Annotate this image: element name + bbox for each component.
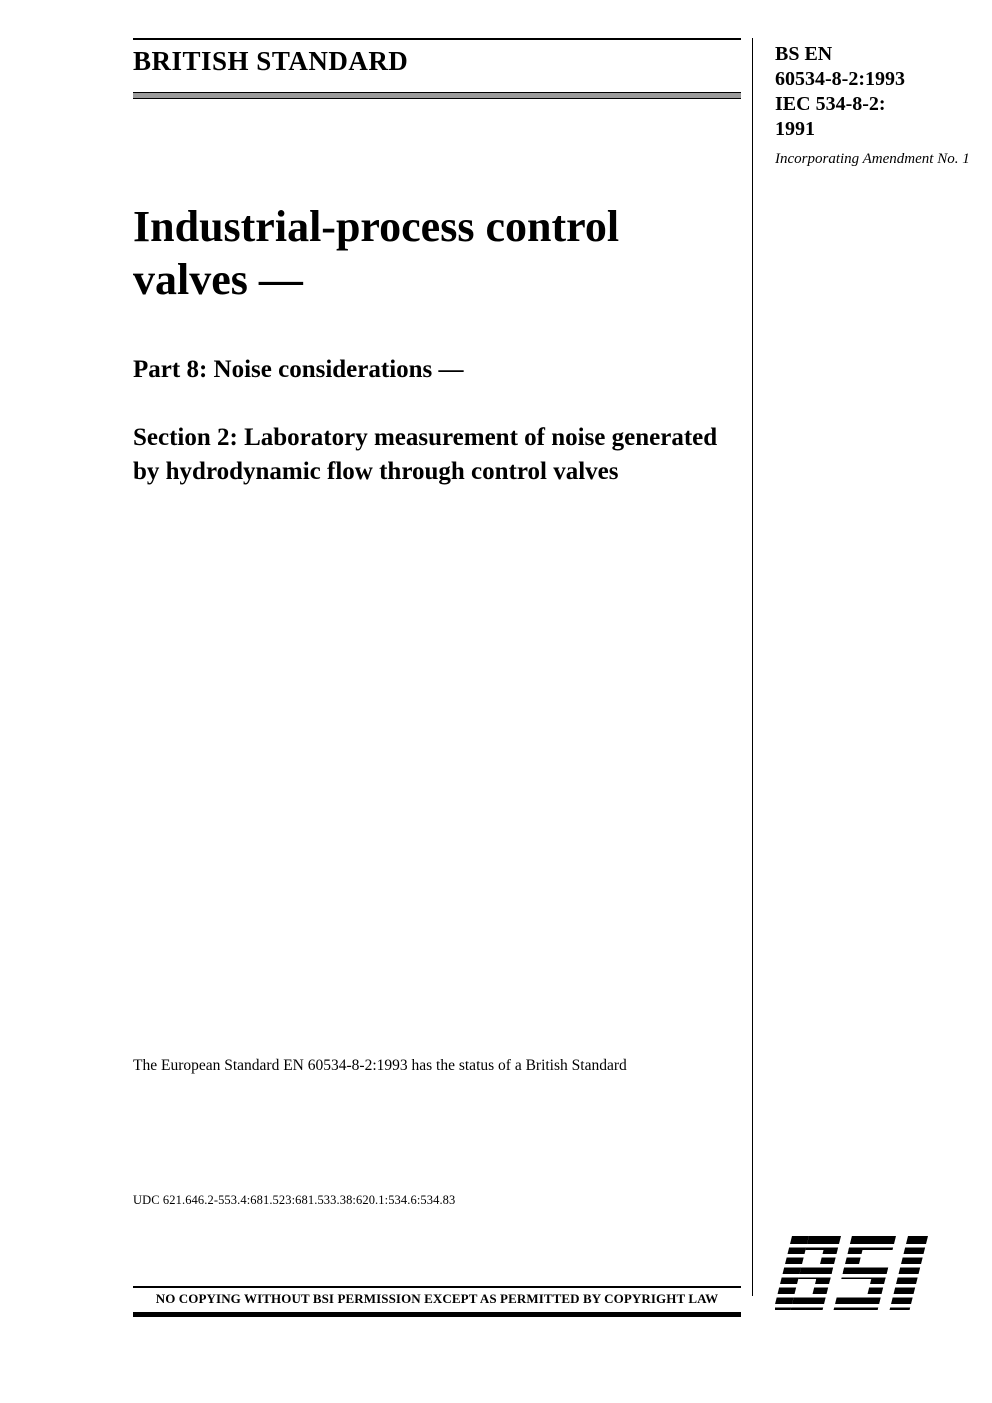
document-main-title: Industrial-process control valves —: [133, 202, 620, 304]
reference-line-3: IEC 534-8-2:: [775, 93, 886, 115]
reference-line-1: BS EN: [775, 43, 833, 65]
page-title: BRITISH STANDARD: [133, 46, 409, 76]
footer-divider-top: [133, 1286, 741, 1288]
bsi-logo-icon: [775, 1232, 953, 1314]
header-divider-bottom: [133, 92, 741, 99]
header-divider-top: [133, 38, 741, 40]
reference-line-2: 60534-8-2:1993: [775, 68, 905, 90]
amendment-note: Incorporating Amendment No. 1: [775, 151, 970, 167]
column-divider: [752, 38, 753, 1296]
footer-divider-bottom: [133, 1312, 741, 1317]
status-note: The European Standard EN 60534-8-2:1993 has the status of a British Standard: [133, 1057, 627, 1074]
reference-line-4: 1991: [775, 118, 815, 140]
copyright-notice: NO COPYING WITHOUT BSI PERMISSION EXCEPT AS PERMITTED BY COPYRIGHT LAW: [155, 1291, 719, 1306]
document-section-title: Section 2: Laboratory measurement of noise generated by hydrodynamic flow through control valves: [133, 424, 718, 485]
udc-classification: UDC 621.646.2-553.4:681.523:681.533.38:620.1:534.6:534.83: [133, 1193, 456, 1207]
document-part-title: Part 8: Noise considerations —: [133, 356, 464, 383]
standard-reference-block: [775, 42, 975, 169]
